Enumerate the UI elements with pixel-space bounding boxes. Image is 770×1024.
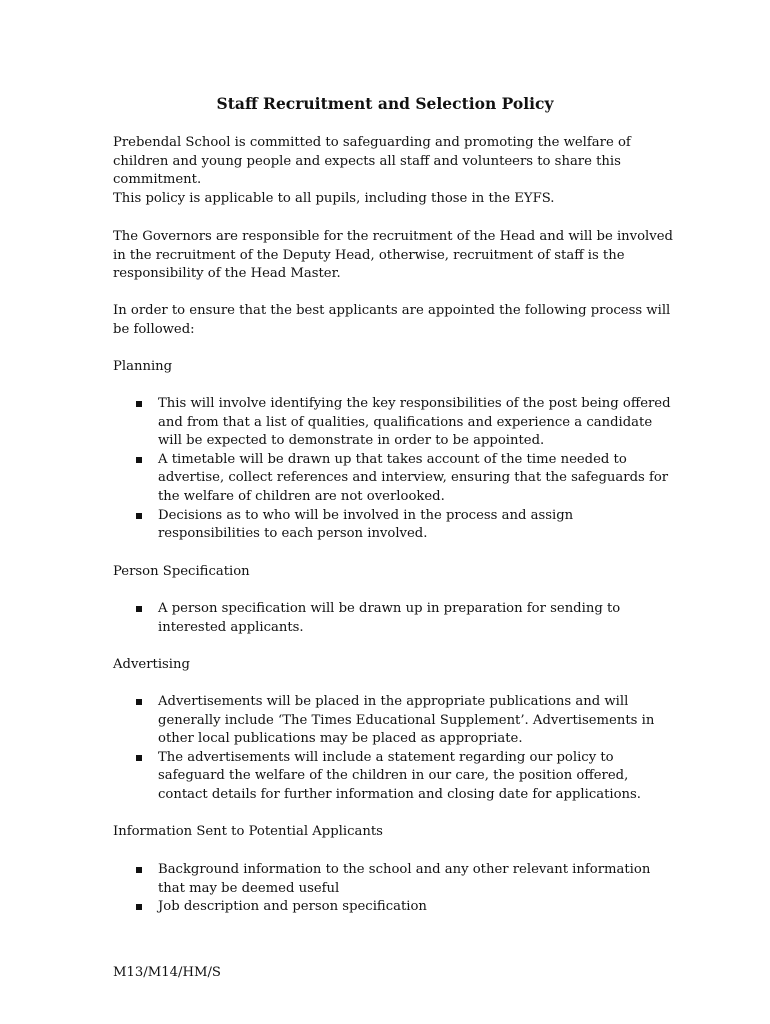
bullet-icon — [136, 699, 142, 705]
bullet-icon — [136, 513, 142, 519]
planning-list — [158, 395, 678, 544]
person-specification-list — [158, 600, 678, 637]
information-sent-list — [158, 861, 678, 917]
list-item — [158, 451, 678, 507]
list-item-text: The advertisements will include a statement regarding our policy to safeguard the welfare of the children in our care, the position offered, contact details for further information and closing date for applications. — [158, 749, 641, 802]
list-item-text: A timetable will be drawn up that takes account of the time needed to advertise, collect references and interview, ensuring that the safeguards for the welfare of children are not overlooked. — [158, 451, 669, 504]
governors-paragraph: The Governors are responsible for the recruitment of the Head and will be involved in the recruitment of the Deputy Head, otherwise, recruitment of staff is the responsibility of the Head Master. — [113, 229, 673, 282]
document-reference-code: M13/M14/HM/S — [113, 965, 221, 980]
list-item — [158, 395, 678, 451]
list-item-text: Background information to the school and any other relevant information that may be deemed useful — [158, 862, 651, 896]
bullet-icon — [136, 606, 142, 612]
intro-paragraph: Prebendal School is committed to safeguarding and promoting the welfare of children and young people and expects all staff and volunteers to share this commitment. — [113, 135, 631, 188]
bullet-icon — [136, 755, 142, 761]
section-heading-information-sent: Information Sent to Potential Applicants — [113, 824, 383, 839]
applicability-paragraph: This policy is applicable to all pupils, including those in the EYFS. — [113, 191, 555, 206]
list-item — [158, 507, 678, 544]
bullet-icon — [136, 867, 142, 873]
bullet-icon — [136, 457, 142, 463]
process-paragraph: In order to ensure that the best applicants are appointed the following process will be followed: — [113, 303, 671, 337]
list-item-text: Decisions as to who will be involved in the process and assign responsibilities to each person involved. — [158, 507, 574, 542]
list-item-text: Advertisements will be placed in the appropriate publications and will generally include ‘The Times Educational Supplement’. Advertisements in other local publications may be placed as appropriate. — [158, 694, 655, 747]
section-heading-person-specification: Person Specification — [113, 564, 250, 579]
list-item — [158, 898, 678, 917]
list-item — [158, 600, 678, 637]
list-item — [158, 693, 678, 749]
list-item — [158, 861, 678, 898]
section-heading-planning: Planning — [113, 359, 173, 374]
section-heading-advertising: Advertising — [113, 657, 190, 672]
advertising-list — [158, 693, 678, 805]
bullet-icon — [136, 904, 142, 910]
list-item-text: This will involve identifying the key responsibilities of the post being offered and from that a list of qualities, qualifications and experience a candidate will be expected to demonstrate in order to be appointed. — [158, 396, 671, 449]
bullet-icon — [136, 401, 142, 407]
list-item-text: A person specification will be drawn up in preparation for sending to interested applicants. — [158, 601, 621, 635]
list-item — [158, 749, 678, 805]
list-item-text: Job description and person specification — [158, 899, 427, 915]
document-title: Staff Recruitment and Selection Policy — [216, 94, 554, 113]
